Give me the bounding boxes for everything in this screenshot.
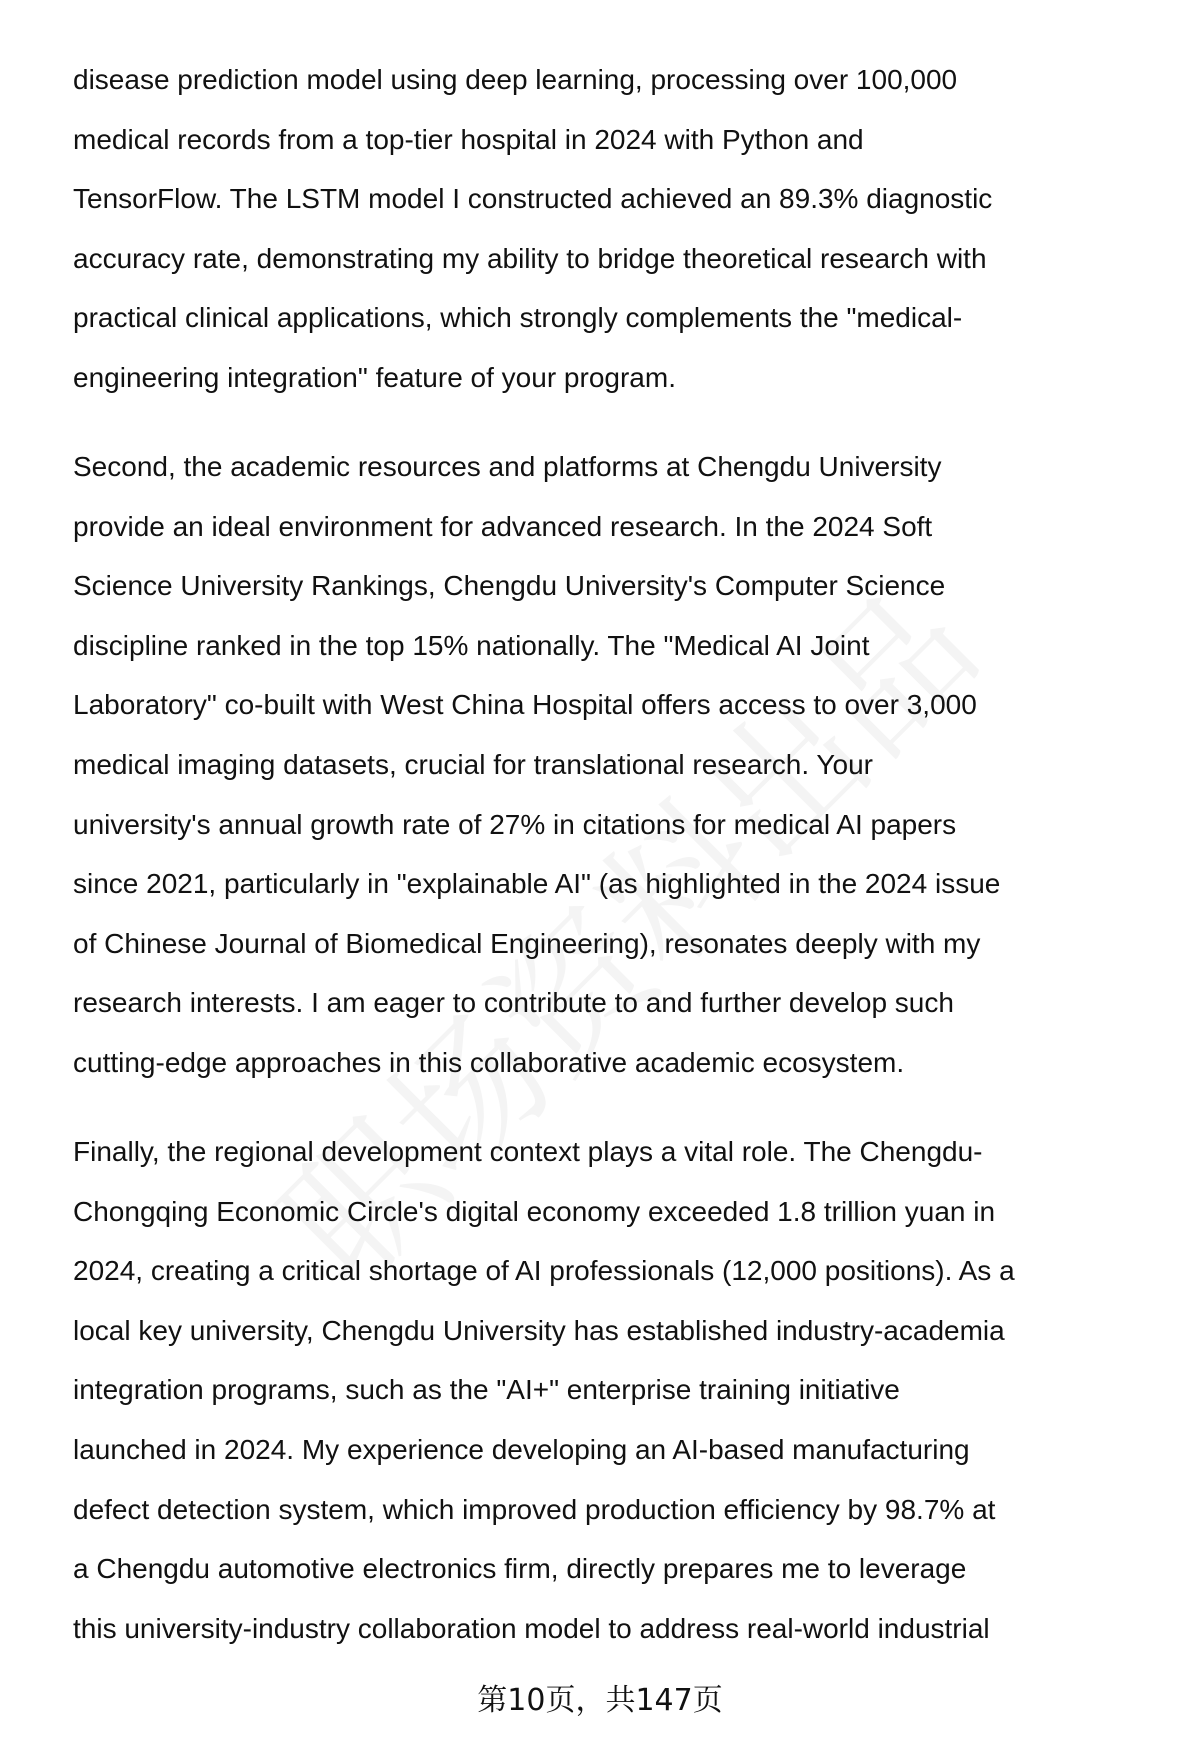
text-line: university's annual growth rate of 27% in citations for medical AI papers xyxy=(73,808,957,840)
text-line: defect detection system, which improved production efficiency by 98.7% at xyxy=(73,1493,996,1525)
text-line: Chongqing Economic Circle's digital economy exceeded 1.8 trillion yuan in xyxy=(73,1195,996,1227)
text-line: research interests. I am eager to contribute to and further develop such xyxy=(73,987,954,1019)
text-line: provide an ideal environment for advanced research. In the 2024 Soft xyxy=(73,510,933,542)
paragraph-3 xyxy=(73,1122,1183,1658)
text-line: integration programs, such as the "AI+" enterprise training initiative xyxy=(73,1374,900,1406)
paragraph-1 xyxy=(73,50,1183,408)
text-line: Second, the academic resources and platforms at Chengdu University xyxy=(73,451,942,482)
text-line: medical imaging datasets, crucial for translational research. Your xyxy=(73,748,873,780)
text-line: engineering integration" feature of your program. xyxy=(73,361,676,393)
text-line: of Chinese Journal of Biomedical Engineering), resonates deeply with my xyxy=(73,927,981,959)
text-line: launched in 2024. My experience developing an AI-based manufacturing xyxy=(73,1433,970,1465)
text-line: Finally, the regional development context plays a vital role. The Chengdu- xyxy=(73,1136,983,1167)
text-line: medical records from a top-tier hospital in 2024 with Python and xyxy=(73,123,864,155)
text-line: practical clinical applications, which strongly complements the "medical- xyxy=(73,302,963,334)
text-line: local key university, Chengdu University has established industry-academia xyxy=(73,1314,1005,1346)
text-line: Science University Rankings, Chengdu University's Computer Science xyxy=(73,570,946,602)
text-line: a Chengdu automotive electronics firm, directly prepares me to leverage xyxy=(73,1553,967,1585)
text-line: accuracy rate, demonstrating my ability to bridge theoretical research with xyxy=(73,242,987,274)
paragraph-2 xyxy=(73,437,1183,1093)
text-line: this university-industry collaboration model to address real-world industrial xyxy=(73,1612,990,1644)
text-line: disease prediction model using deep learning, processing over 100,000 xyxy=(73,64,958,95)
text-line: TensorFlow. The LSTM model I constructed achieved an 89.3% diagnostic xyxy=(73,183,993,215)
page-number: 第10页，共147页 xyxy=(477,1683,723,1718)
text-line: since 2021, particularly in "explainable AI" (as highlighted in the 2024 issue xyxy=(73,868,1001,900)
text-line: cutting-edge approaches in this collaborative academic ecosystem. xyxy=(73,1046,905,1078)
text-line: discipline ranked in the top 15% nationally. The "Medical AI Joint xyxy=(73,629,870,661)
text-line: Laboratory" co-built with West China Hospital offers access to over 3,000 xyxy=(73,689,977,721)
text-line: 2024, creating a critical shortage of AI professionals (12,000 positions). As a xyxy=(73,1255,1015,1287)
